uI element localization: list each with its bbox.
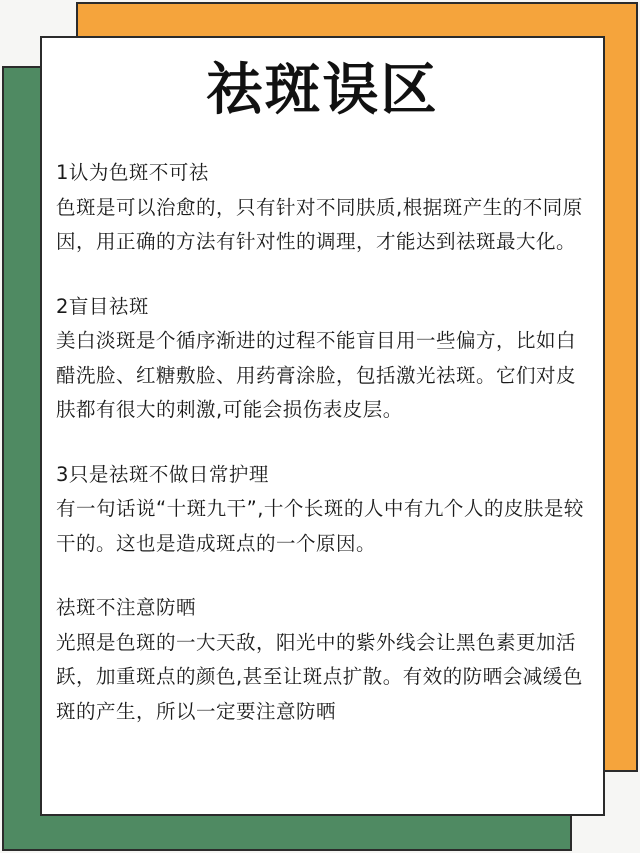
section-heading: 2盲目祛斑 bbox=[56, 294, 149, 318]
section-myth-1 bbox=[56, 156, 591, 260]
section-body: 色斑是可以治愈的，只有针对不同肤质,根据斑产生的不同原因，用正确的方法有针对性的调理，才能达到祛斑最大化。 bbox=[56, 195, 583, 253]
section-myth-4 bbox=[56, 591, 591, 729]
section-body: 有一句话说“十斑九干”,十个长斑的人中有九个人的皮肤是较干的。这也是造成斑点的一个原因。 bbox=[56, 497, 584, 555]
section-heading: 3只是祛斑不做日常护理 bbox=[56, 462, 269, 486]
content-card bbox=[40, 36, 605, 816]
section-myth-2 bbox=[56, 290, 591, 428]
section-heading: 1认为色斑不可祛 bbox=[56, 161, 209, 184]
section-body: 光照是色斑的一大天敌，阳光中的紫外线会让黑色素更加活跃，加重斑点的颜色,甚至让斑点扩散。有效的防晒会减缓色斑的产生，所以一定要注意防晒 bbox=[56, 630, 583, 723]
section-heading: 祛斑不注意防晒 bbox=[56, 596, 197, 619]
content-area bbox=[56, 156, 591, 759]
page-title: 祛斑误区 bbox=[206, 58, 439, 123]
section-body: 美白淡斑是个循序渐进的过程不能盲目用一些偏方，比如白醋洗脸、红糖敷脸、用药膏涂脸，包括激光祛斑。它们对皮肤都有很大的刺激,可能会损伤表皮层。 bbox=[56, 329, 577, 421]
section-myth-3 bbox=[56, 458, 591, 562]
